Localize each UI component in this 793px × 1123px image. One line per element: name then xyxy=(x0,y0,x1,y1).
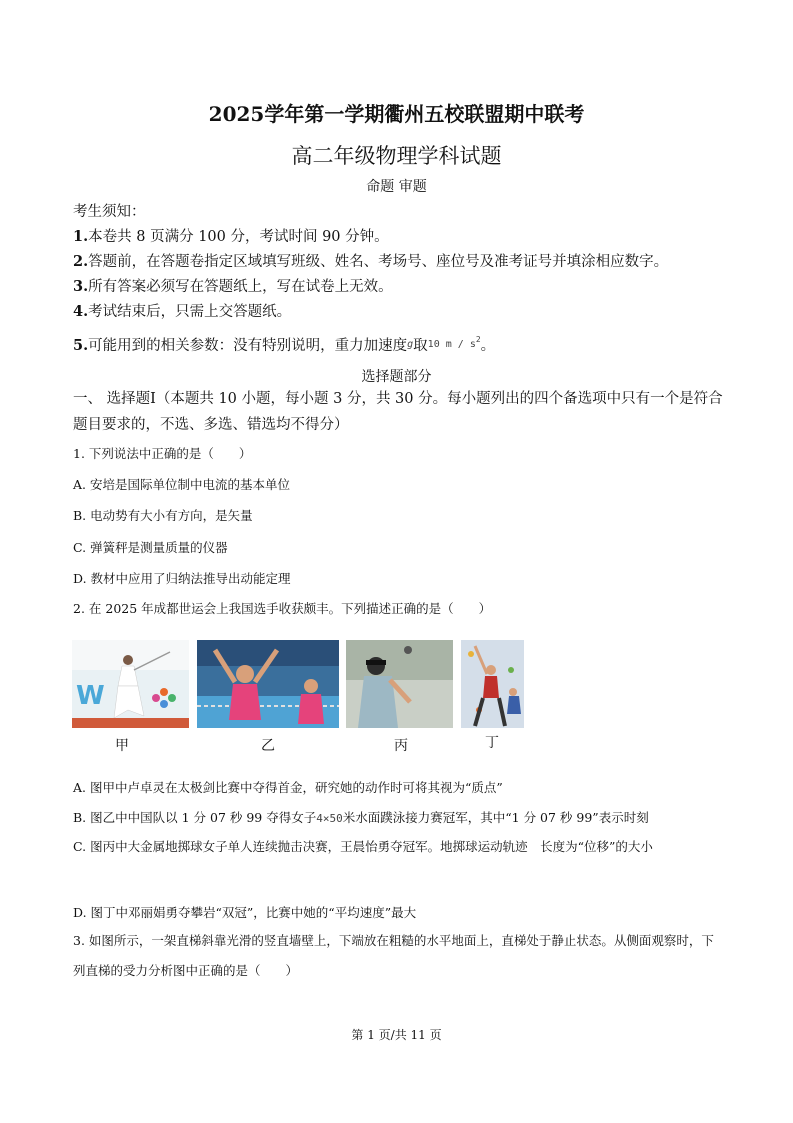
q2-option-b-relay: 4×50 xyxy=(316,812,343,825)
section-instruction: 一、 选择题Ⅰ（本题共 10 小题，每小题 3 分，共 30 分。每小题列出的四个备选项中只有一个是符合题目要求的，不选、多选、错选均不得分） xyxy=(73,391,723,433)
photo-bing-bocce xyxy=(346,640,453,728)
q2-option-b-post: 米水面蹼泳接力赛冠军，其中“1 分 07 秒 99”表示时刻 xyxy=(342,810,649,825)
notice-item-4 xyxy=(73,300,291,321)
gravity-exponent: 2 xyxy=(475,335,481,344)
q1-option-d: D. 教材中应用了归纳法推导出动能定理 xyxy=(73,571,291,586)
photo-ding-climbing xyxy=(461,640,524,728)
gravity-symbol: g xyxy=(407,339,414,350)
page-number: 第 1 页/共 11 页 xyxy=(351,1028,442,1042)
gravity-value: 10 m / s xyxy=(427,339,476,350)
q2-stem: 2. 在 2025 年成都世运会上我国选手收获颇丰。下列描述正确的是（ ） xyxy=(73,601,492,616)
notice-item-4-text: 考试结束后，只需上交答题纸。 xyxy=(88,304,292,320)
section-title: 选择题部分 xyxy=(361,369,432,385)
q1-stem: 1. 下列说法中正确的是（ ） xyxy=(73,446,252,461)
photo-yi-swimmers xyxy=(197,640,339,728)
notice-item-4-num: 4. xyxy=(73,303,89,320)
notice-item-5-end: 。 xyxy=(480,338,496,354)
notice-item-3 xyxy=(73,275,393,296)
notice-item-5-num: 5. xyxy=(73,337,89,354)
q1-option-b: B. 电动势有大小有方向，是矢量 xyxy=(73,508,253,523)
photo-caption-yi: 乙 xyxy=(261,738,275,754)
notice-item-1 xyxy=(73,225,389,246)
q2-option-c: C. 图丙中大金属地掷球女子单人连续抛击决赛，王晨怡勇夺冠军。地掷球运动轨迹 长度为“位移”的大小 xyxy=(73,839,653,854)
svg-text:W: W xyxy=(76,681,105,711)
q1-option-c: C. 弹簧秤是测量质量的仪器 xyxy=(73,540,228,555)
notice-item-5-text: 可能用到的相关参数：没有特别说明，重力加速度 xyxy=(88,338,408,354)
photo-caption-ding: 丁 xyxy=(485,735,499,751)
q2-option-b-pre: B. 图乙中中国队以 1 分 07 秒 99 夺得女子 xyxy=(73,810,317,825)
notice-item-2-num: 2. xyxy=(73,253,89,270)
notice-item-2 xyxy=(73,250,668,271)
notice-heading: 考生须知： xyxy=(73,204,146,220)
exam-title: 2025学年第一学期衢州五校联盟期中联考 xyxy=(208,102,585,126)
exam-subtitle: 高二年级物理学科试题 xyxy=(291,144,502,168)
notice-item-5-take: 取 xyxy=(413,338,428,354)
notice-item-3-num: 3. xyxy=(73,278,89,295)
q2-option-d: D. 图丁中邓丽娟勇夺攀岩“双冠”，比赛中她的“平均速度”最大 xyxy=(73,905,417,920)
photo-jia-taiji xyxy=(72,640,189,728)
notice-item-3-text: 所有答案必须写在答题纸上，写在试卷上无效。 xyxy=(88,279,393,295)
notice-item-1-text: 本卷共 8 页满分 100 分，考试时间 90 分钟。 xyxy=(88,229,389,245)
notice-item-1-num: 1. xyxy=(73,228,89,245)
q3-stem: 3. 如图所示，一架直梯斜靠光滑的竖直墙壁上，下端放在粗糙的水平地面上，直梯处于静止状态。从侧面观察时，下列直梯的受力分析图中正确的是（ ） xyxy=(73,933,714,978)
q2-option-a: A. 图甲中卢卓灵在太极剑比赛中夺得首金，研究她的动作时可将其视为“质点” xyxy=(73,780,503,795)
notice-item-2-text: 答题前，在答题卷指定区域填写班级、姓名、考场号、座位号及准考证号并填涂相应数字。 xyxy=(88,254,669,270)
q2-option-b xyxy=(73,808,649,826)
notice-item-5 xyxy=(73,334,495,355)
photo-caption-jia: 甲 xyxy=(115,738,129,754)
exam-authors: 命题 审题 xyxy=(366,179,427,195)
photo-caption-bing: 丙 xyxy=(394,738,408,754)
q1-option-a: A. 安培是国际单位制中电流的基本单位 xyxy=(73,477,290,492)
